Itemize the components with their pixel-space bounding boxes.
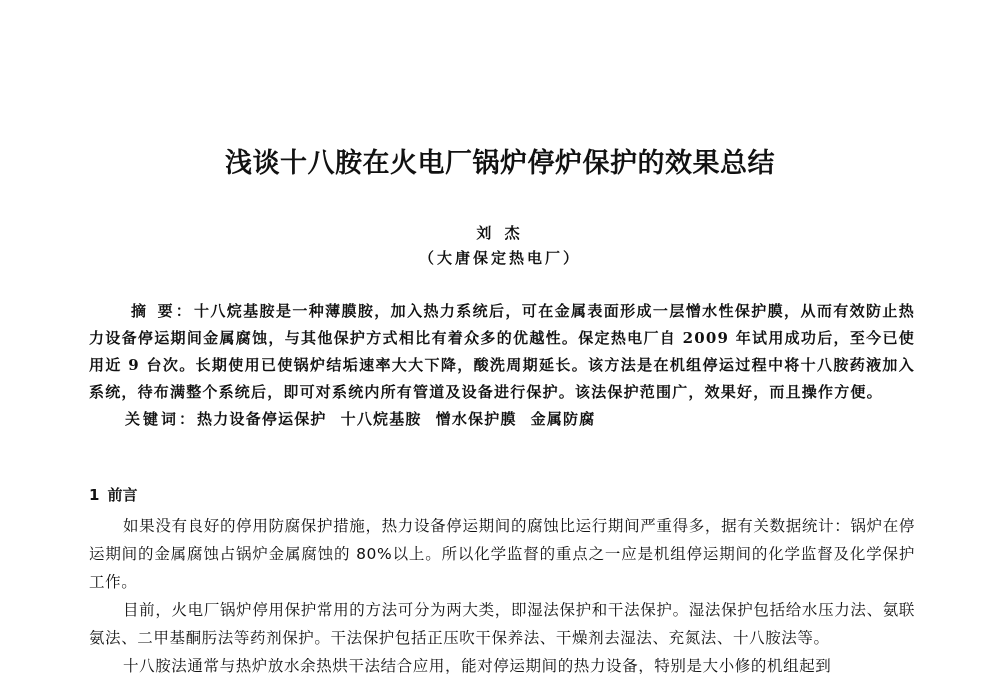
keywords-label: 关键词： [125, 410, 198, 428]
author-name: 刘 杰 [476, 224, 524, 242]
abstract-text: 十八烷基胺是一种薄膜胺，加入热力系统后，可在金属表面形成一层憎水性保护膜，从而有效防止热力设备停运期间金属腐蚀，与其他保护方式相比有着众多的优越性。保定热电厂自 2009 年试用成功后，至今已使用近 9 台次。长期使用已使锅炉结垢速率大大下降，酸洗周期延长。该方法是在机组停运过程中将十八胺药液加入系统，待布满整个系统后，即可对系统内所有管道及设备进行保护。该法保护范围广，效果好，而且操作方便。 [89, 302, 915, 401]
abstract-block [89, 298, 915, 433]
abstract-paragraph [89, 298, 915, 406]
keyword-item: 憎水保护膜 [435, 410, 517, 428]
body-paragraph: 十八胺法通常与热炉放水余热烘干法结合应用，能对停运期间的热力设备，特别是大小修的机组起到 [123, 657, 832, 674]
keyword-item: 热力设备停运保护 [197, 410, 327, 428]
body-paragraph: 如果没有良好的停用防腐保护措施，热力设备停运期间的腐蚀比运行期间严重得多，据有关数据统计：锅炉在停运期间的金属腐蚀占锅炉金属腐蚀的 80%以上。所以化学监督的重点之一应是机组停运期间的化学监督及化学保护工作。 [89, 517, 915, 591]
section-body [89, 512, 915, 674]
keyword-item: 金属防腐 [530, 410, 596, 428]
keywords-line [89, 406, 915, 433]
section-heading [89, 484, 137, 506]
section-title: 前言 [107, 486, 138, 504]
paper-title: 浅谈十八胺在火电厂锅炉停炉保护的效果总结 [225, 148, 775, 179]
section-number: 1 [89, 486, 100, 504]
keyword-item: 十八烷基胺 [340, 410, 422, 428]
author-affiliation: （大唐保定热电厂） [418, 249, 581, 267]
body-paragraph: 目前，火电厂锅炉停用保护常用的方法可分为两大类，即湿法保护和干法保护。湿法保护包括给水压力法、氨联氨法、二甲基酮肟法等药剂保护。干法保护包括正压吹干保养法、干燥剂去湿法、充氮法、十八胺法等。 [89, 601, 915, 647]
abstract-label: 摘 要： [131, 302, 194, 320]
